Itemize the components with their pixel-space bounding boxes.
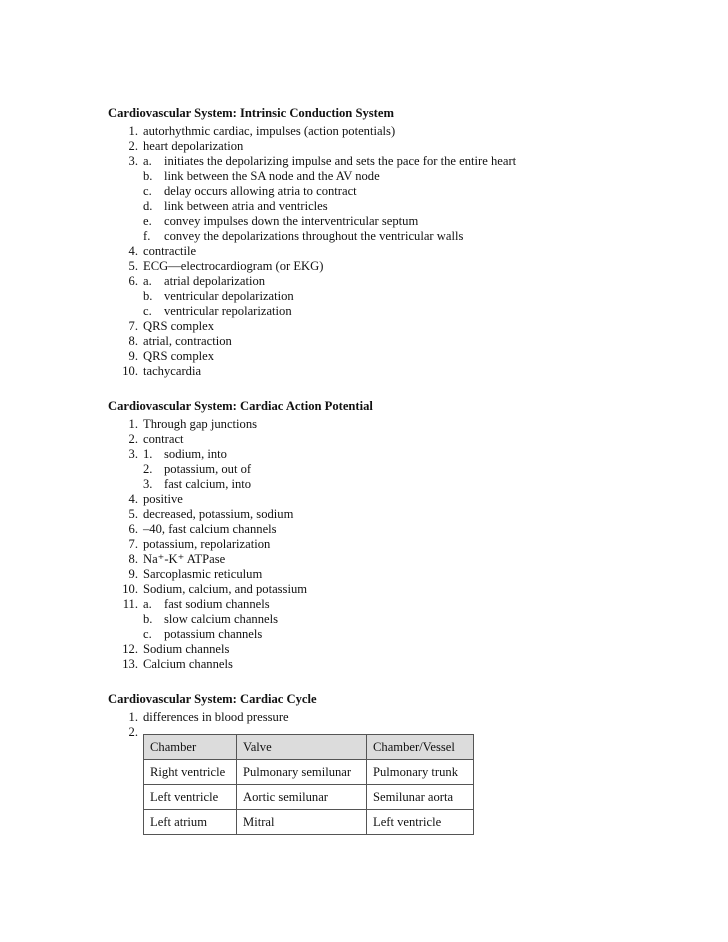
item-number: 5. [128, 507, 138, 521]
item-text: differences in blood pressure [143, 710, 289, 724]
list-item [108, 199, 668, 214]
column-header: Chamber [144, 735, 237, 760]
list-item [108, 552, 668, 567]
sub-item-label: a. [143, 274, 152, 288]
list-item [108, 657, 668, 672]
sub-item-text: link between atria and ventricles [164, 199, 328, 213]
sub-item-label: a. [143, 154, 152, 168]
list-item [108, 612, 668, 627]
sub-item-text: ventricular repolarization [164, 304, 292, 318]
sub-item-text: slow calcium channels [164, 612, 279, 626]
document-page [108, 105, 668, 854]
list-item [108, 447, 668, 462]
list-item [108, 364, 668, 379]
item-number: 2. [128, 725, 138, 739]
list-item [108, 289, 668, 304]
list-item [108, 139, 668, 154]
section-heading: Cardiovascular System: Intrinsic Conduction System [108, 106, 394, 120]
item-number: 9. [128, 349, 138, 363]
section [108, 691, 668, 835]
sub-item-label: e. [143, 214, 152, 228]
list-item [108, 319, 668, 334]
item-text: Sodium channels [143, 642, 230, 656]
item-text: contract [143, 432, 184, 446]
item-text: –40, fast calcium channels [143, 522, 277, 536]
list-item [108, 477, 668, 492]
table-row [144, 810, 474, 835]
sub-item-text: link between the SA node and the AV node [164, 169, 380, 183]
sub-item-label: b. [143, 612, 153, 626]
item-number: 13. [122, 657, 138, 671]
item-text: Calcium channels [143, 657, 233, 671]
sub-item-text: potassium channels [164, 627, 263, 641]
list-item [108, 582, 668, 597]
item-number: 10. [122, 582, 138, 596]
sub-item-text: initiates the depolarizing impulse and sets the pace for the entire heart [164, 154, 517, 168]
table-cell: Pulmonary semilunar [237, 760, 367, 785]
list-item [108, 244, 668, 259]
sub-item-label: f. [143, 229, 151, 243]
item-text: tachycardia [143, 364, 202, 378]
list-item [108, 567, 668, 582]
list-item [108, 507, 668, 522]
section [108, 105, 668, 379]
item-number: 8. [128, 552, 138, 566]
item-number: 11. [122, 597, 138, 611]
table-row [144, 785, 474, 810]
table-cell: Aortic semilunar [237, 785, 367, 810]
list-item [108, 169, 668, 184]
sub-item-text: fast sodium channels [164, 597, 270, 611]
item-number: 3. [128, 447, 138, 461]
section [108, 398, 668, 672]
list-item [108, 725, 668, 740]
list-item [108, 522, 668, 537]
sub-item-label: d. [143, 199, 153, 213]
item-number: 9. [128, 567, 138, 581]
sub-item-text: delay occurs allowing atria to contract [164, 184, 357, 198]
list-item [108, 710, 668, 725]
section-heading: Cardiovascular System: Cardiac Cycle [108, 692, 317, 706]
item-number: 12. [122, 642, 138, 656]
list-item [108, 274, 668, 289]
sub-item-text: fast calcium, into [164, 477, 252, 491]
sub-item-label: 1. [143, 447, 153, 461]
list-item [108, 184, 668, 199]
item-text: decreased, potassium, sodium [143, 507, 294, 521]
item-number: 10. [122, 364, 138, 378]
sub-item-text: atrial depolarization [164, 274, 266, 288]
list-item [108, 349, 668, 364]
table-cell: Left ventricle [144, 785, 237, 810]
item-number: 7. [128, 319, 138, 333]
table-cell: Semilunar aorta [367, 785, 474, 810]
list-item [108, 229, 668, 244]
sub-item-label: b. [143, 289, 153, 303]
item-number: 1. [128, 710, 138, 724]
list-item [108, 642, 668, 657]
item-text: ECG—electrocardiogram (or EKG) [143, 259, 324, 273]
list-item [108, 462, 668, 477]
sub-item-text: convey the depolarizations throughout the ventricular walls [164, 229, 464, 243]
item-text: Sarcoplasmic reticulum [143, 567, 263, 581]
item-text: QRS complex [143, 349, 215, 363]
item-number: 3. [128, 154, 138, 168]
item-number: 2. [128, 432, 138, 446]
table-cell: Pulmonary trunk [367, 760, 474, 785]
list-item [108, 492, 668, 507]
list-item [108, 304, 668, 319]
list-item [108, 154, 668, 169]
item-text: Na⁺-K⁺ ATPase [143, 552, 226, 566]
sub-item-text: convey impulses down the interventricular septum [164, 214, 419, 228]
item-number: 1. [128, 417, 138, 431]
sub-item-label: 2. [143, 462, 153, 476]
column-header: Valve [237, 735, 367, 760]
item-number: 5. [128, 259, 138, 273]
item-text: Sodium, calcium, and potassium [143, 582, 308, 596]
list-item [108, 124, 668, 139]
table-cell: Left ventricle [367, 810, 474, 835]
sub-item-label: a. [143, 597, 152, 611]
list-item [108, 627, 668, 642]
sub-item-label: c. [143, 627, 152, 641]
chamber-valve-table [143, 734, 474, 835]
item-text: potassium, repolarization [143, 537, 271, 551]
list-item [108, 334, 668, 349]
table-cell: Mitral [237, 810, 367, 835]
item-text: autorhythmic cardiac, impulses (action potentials) [143, 124, 396, 138]
sub-item-text: potassium, out of [164, 462, 252, 476]
list-item [108, 417, 668, 432]
item-number: 1. [128, 124, 138, 138]
table-cell: Right ventricle [144, 760, 237, 785]
section-heading: Cardiovascular System: Cardiac Action Potential [108, 399, 373, 413]
list-item [108, 259, 668, 274]
list-item [108, 537, 668, 552]
item-number: 4. [128, 244, 138, 258]
item-text: atrial, contraction [143, 334, 232, 348]
item-number: 6. [128, 274, 138, 288]
item-number: 2. [128, 139, 138, 153]
table-cell: Left atrium [144, 810, 237, 835]
item-number: 6. [128, 522, 138, 536]
item-number: 7. [128, 537, 138, 551]
item-text: positive [143, 492, 183, 506]
sub-item-label: 3. [143, 477, 153, 491]
item-text: contractile [143, 244, 197, 258]
list-item [108, 432, 668, 447]
sub-item-label: b. [143, 169, 153, 183]
sub-item-text: sodium, into [164, 447, 227, 461]
item-text: heart depolarization [143, 139, 244, 153]
column-header: Chamber/Vessel [367, 735, 474, 760]
item-number: 4. [128, 492, 138, 506]
item-number: 8. [128, 334, 138, 348]
sub-item-text: ventricular depolarization [164, 289, 294, 303]
list-item [108, 214, 668, 229]
list-item [108, 597, 668, 612]
sub-item-label: c. [143, 184, 152, 198]
item-text: Through gap junctions [143, 417, 258, 431]
sub-item-label: c. [143, 304, 152, 318]
table-row [144, 760, 474, 785]
item-text: QRS complex [143, 319, 215, 333]
